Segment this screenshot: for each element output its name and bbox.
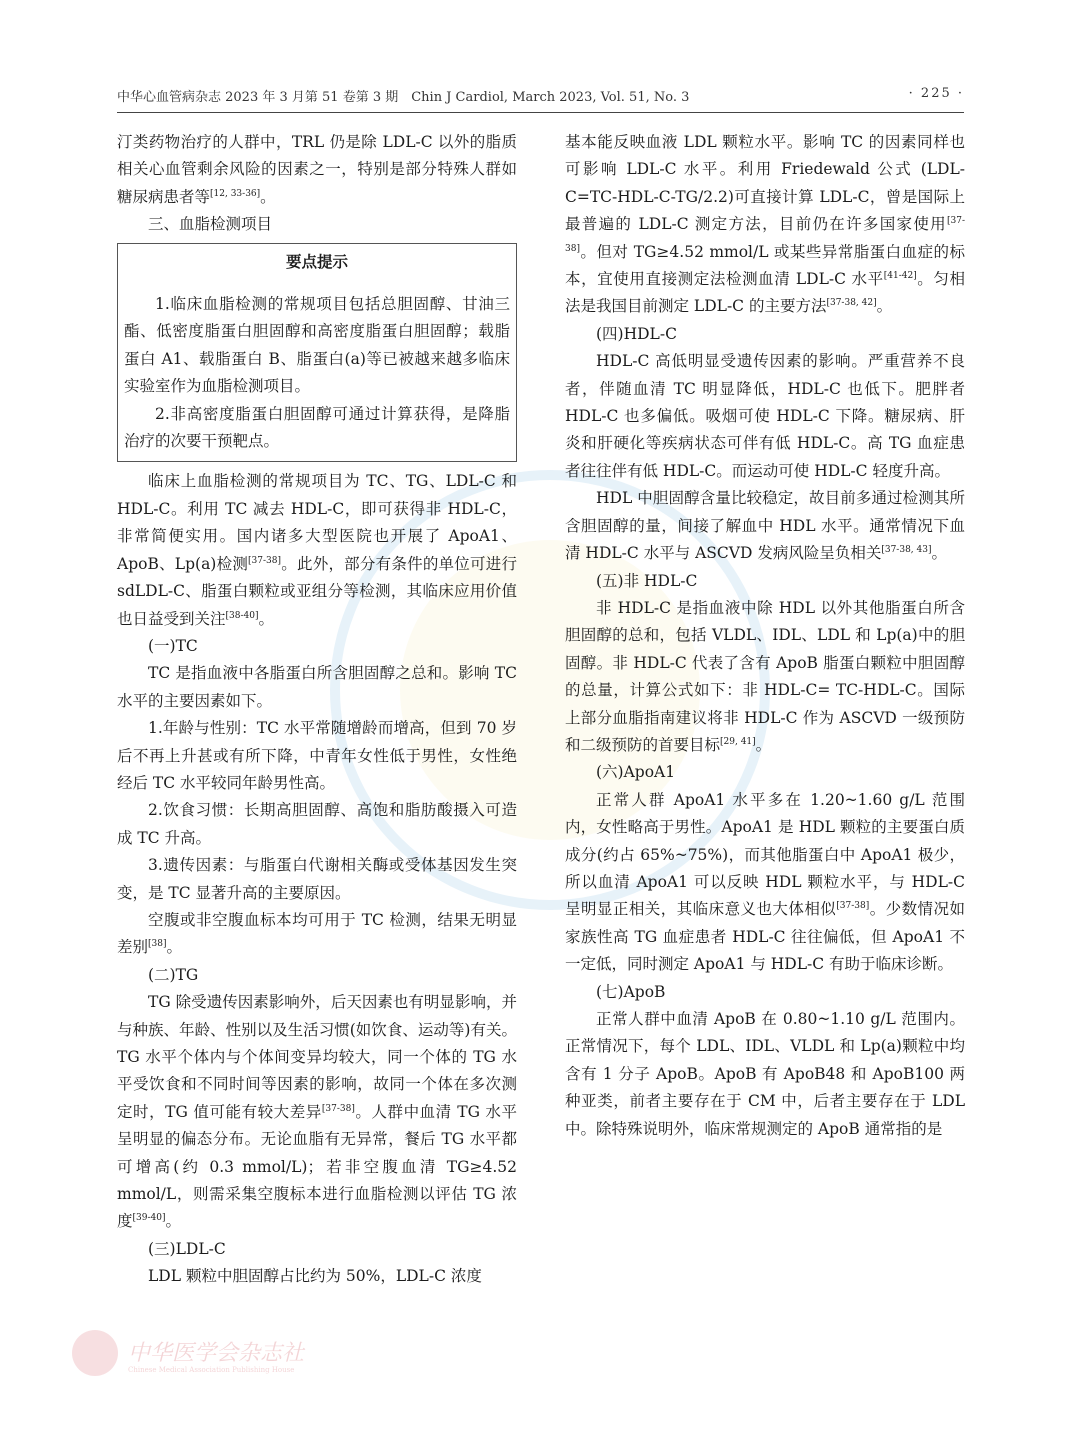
paragraph: 非 HDL-C 是指血液中除 HDL 以外其他脂蛋白所含胆固醇的总和，包括 VLDL、IDL、LDL 和 Lp(a)中的胆固醇。非 HDL-C 代表了含有 ApoB 脂蛋白颗粒中胆固醇的总量，计算公式如下：非 HDL-C= TC-HDL-C。国际上部分血脂指南建议将非 HDL-C 作为 ASCVD 一级预防和二级预防的首要目标[29, 41]。: [565, 598, 965, 754]
key-point-1: 1.临床血脂检测的常规项目包括总胆固醇、甘油三酯、低密度脂蛋白胆固醇和高密度脂蛋白胆固醇；载脂蛋白 A1、载脂蛋白 B、脂蛋白(a)等已被越来越多临床实验室作为血脂检测项目。: [124, 295, 510, 396]
subsection-heading: (二)TG: [148, 965, 199, 984]
key-points-title: 要点提示: [285, 251, 348, 271]
publisher-logo-text: 中华医学会杂志社: [128, 1341, 305, 1366]
list-item: 2.饮食习惯：长期高胆固醇、高饱和脂肪酸摄入可造成 TC 升高。: [117, 801, 517, 847]
citation: [12, 33-36]: [210, 188, 261, 199]
citation: [37-38]: [248, 555, 282, 566]
subsection-heading: (一)TC: [148, 636, 198, 655]
paragraph: TC 是指血液中各脂蛋白所含胆固醇之总和。影响 TC 水平的主要因素如下。: [117, 664, 517, 710]
seal-icon: [72, 1330, 118, 1376]
list-item: 3.遗传因素：与脂蛋白代谢相关酶或受体基因发生突变，是 TC 显著升高的主要原因。: [117, 856, 517, 902]
key-points-box: [117, 243, 517, 463]
key-point-2: 2.非高密度脂蛋白胆固醇可通过计算获得，是降脂治疗的次要干预靶点。: [124, 404, 510, 451]
subsection-heading: (五)非 HDL-C: [596, 571, 698, 590]
section-heading: 三、血脂检测项目: [148, 215, 273, 234]
page-number: · 225 ·: [908, 86, 964, 101]
paragraph: 基本能反映血液 LDL 颗粒水平。影响 TC 的因素同样也可影响 LDL-C 水平。利用 Friedewald 公式 (LDL-C=TC-HDL-C-TG/2.2)可直接计算 LDL-C，曾是国际上最普遍的 LDL-C 测定方法，目前仍在许多国家使用[37-38]。但对 TG≥4.52 mmol/L 或某些异常脂蛋白血症的标本，宜使用直接测定法检测血清 LDL-C 水平[41-42]。匀相法是我国目前测定 LDL-C 的主要方法[37-38, 42]。: [565, 133, 965, 316]
citation: [37-38]: [565, 216, 965, 254]
right-column: [565, 129, 965, 1143]
list-item: 1.年龄与性别：TC 水平常随增龄而增高，但到 70 岁后不再上升甚或有所下降，中青年女性低于男性，女性绝经后 TC 水平较同年龄男性高。: [117, 719, 517, 792]
paragraph: 临床上血脂检测的常规项目为 TC、TG、LDL-C 和 HDL-C。利用 TC 减去 HDL-C，即可获得非 HDL-C，非常简便实用。国内诸多大型医院也开展了 ApoA1、ApoB、Lp(a)检测[37-38]。此外，部分有条件的单位可进行 sdLDL-C、脂蛋白颗粒或亚组分等检测，其临床应用价值也日益受到关注[38-40]。: [117, 472, 517, 628]
citation: [41-42]: [883, 270, 917, 281]
publisher-logo-subtext: Chinese Medical Association Publishing House: [128, 1366, 295, 1374]
running-header: [117, 86, 964, 108]
paragraph: 空腹或非空腹血标本均可用于 TC 检测，结果无明显差别[38]。: [117, 910, 517, 957]
citation: [37-38, 42]: [826, 298, 877, 309]
subsection-heading: (六)ApoA1: [596, 763, 676, 782]
paragraph: 正常人群中血清 ApoB 在 0.80~1.10 g/L 范围内。正常情况下，每个 LDL、IDL、VLDL 和 Lp(a)颗粒中均含有 1 分子 ApoB。ApoB 有 ApoB48 和 ApoB100 两种亚类，前者主要存在于 CM 中，后者主要存在于 LDL 中。除特殊说明外，临床常规测定的 ApoB 通常指的是: [565, 1010, 965, 1138]
citation: [37-38]: [321, 1103, 355, 1114]
citation: [38-40]: [225, 610, 259, 621]
paragraph: HDL 中胆固醇含量比较稳定，故目前多通过检测其所含胆固醇的量，间接了解血中 HDL 水平。通常情况下血清 HDL-C 水平与 ASCVD 发病风险呈负相关[37-38, 43]。: [565, 489, 965, 563]
subsection-heading: (四)HDL-C: [596, 324, 677, 343]
header-rule: [117, 112, 964, 113]
citation: [37-38]: [836, 901, 870, 912]
paragraph: HDL-C 高低明显受遗传因素的影响。严重营养不良者，伴随血清 TC 明显降低，HDL-C 也低下。肥胖者 HDL-C 也多偏低。吸烟可使 HDL-C 下降。糖尿病、肝炎和肝硬化等疾病状态可伴有低 HDL-C。高 TG 血症患者往往伴有低 HDL-C。而运动可使 HDL-C 轻度升高。: [565, 352, 965, 480]
left-column: [117, 129, 517, 1291]
citation: [39-40]: [132, 1213, 166, 1224]
citation: [37-38, 43]: [881, 544, 932, 555]
subsection-heading: (三)LDL-C: [148, 1239, 226, 1258]
paragraph: 汀类药物治疗的人群中，TRL 仍是除 LDL-C 以外的脂质相关心血管剩余风险的因素之一，特别是部分特殊人群如糖尿病患者等[12, 33-36]。: [117, 133, 517, 206]
citation: [29, 41]: [720, 736, 756, 747]
subsection-heading: (七)ApoB: [596, 982, 666, 1001]
citation: [38]: [148, 939, 167, 950]
paragraph: 正常人群 ApoA1 水平多在 1.20~1.60 g/L 范围内，女性略高于男性。ApoA1 是 HDL 颗粒的主要蛋白质成分(约占 65%~75%)，而其他脂蛋白中 ApoA1 极少，所以血清 ApoA1 可以反映 HDL 颗粒水平，与 HDL-C 呈明显正相关，其临床意义也大体相似[37-38]。少数情况如家族性高 TG 血症患者 HDL-C 往往偏低，但 ApoA1 不一定低，同时测定 ApoA1 与 HDL-C 有助于临床诊断。: [565, 790, 965, 974]
journal-citation: 中华心血管病杂志 2023 年 3 月第 51 卷第 3 期 Chin J Cardiol, March 2023, Vol. 51, No. 3: [117, 90, 690, 105]
paragraph: LDL 颗粒中胆固醇占比约为 50%，LDL-C 浓度: [148, 1267, 482, 1286]
publisher-logo: [72, 1326, 462, 1386]
paragraph: TG 除受遗传因素影响外，后天因素也有明显影响，并与种族、年龄、性别以及生活习惯(如饮食、运动等)有关。TG 水平个体内与个体间变异均较大，同一个体的 TG 水平受饮食和不同时间等因素的影响，故同一个体在多次测定时，TG 值可能有较大差异[37-38]。人群中血清 TG 水平呈明显的偏态分布。无论血脂有无异常，餐后 TG 水平都可增高(约 0.3 mmol/L)；若非空腹血清 TG≥4.52 mmol/L，则需采集空腹标本进行血脂检测以评估 TG 浓度[39-40]。: [117, 993, 517, 1231]
